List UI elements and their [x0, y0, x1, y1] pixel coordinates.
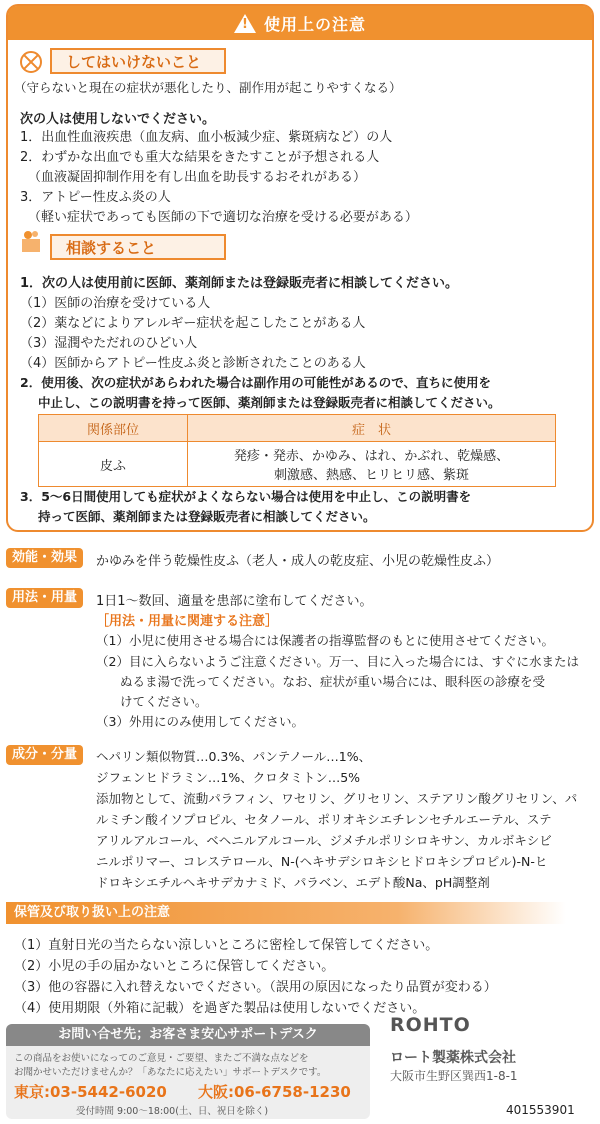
usage-line: （2）目に入らないようご注意ください。万一、目に入った場合には、すぐに水または	[96, 654, 579, 669]
dont-label: してはいけないこと	[50, 48, 226, 74]
table-cell-part: 皮ふ	[39, 442, 188, 487]
support-hours: 受付時間 9:00〜18:00(土、日、祝日を除く)	[76, 1106, 269, 1117]
ingredients-tag: 成分・分量	[6, 745, 83, 765]
product-code: 401553901	[506, 1103, 575, 1117]
consult-sub: （3）湿潤やただれのひどい人	[20, 336, 198, 351]
company-address: 大阪市生野区巽西1-8-1	[390, 1069, 518, 1083]
consult-sub: （1）医師の治療を受けている人	[20, 296, 211, 311]
storage-line: （1）直射日光の当たらない涼しいところに密栓して保管してください。	[14, 938, 439, 953]
usage-related: ［用法・用量に関連する注意］	[96, 614, 279, 629]
efficacy-text: かゆみを伴う乾燥性皮ふ（老人・成人の乾皮症、小児の乾燥性皮ふ）	[96, 554, 500, 569]
support-desc: この商品をお使いになってのご意見・ご要望、またご不満な点などを	[14, 1053, 309, 1064]
company-name: ロート製薬株式会社	[390, 1050, 516, 1066]
symptom-table	[38, 414, 556, 487]
usage-line: （3）外用にのみ使用してください。	[96, 714, 304, 729]
consult-icon	[20, 229, 42, 253]
usage-line: （1）小児に使用させる場合には保護者の指導監督のもとに使用させてください。	[96, 633, 554, 648]
ingredient-line: 添加物として、流動パラフィン、ワセリン、グリセリン、ステアリン酸グリセリン、パ	[96, 791, 578, 806]
storage-line: （4）使用期限（外箱に記載）を過ぎた製品は使用しないでください。	[14, 1001, 426, 1016]
table-cell-symptom	[188, 442, 556, 487]
dont-item: 2．わずかな出血でも重大な結果をきたすことが予想される人	[20, 150, 380, 165]
storage-line: （3）他の容器に入れ替えないでください。（誤用の原因になったり品質が変わる）	[14, 980, 497, 995]
dont-item: 1．出血性血液疾患（血友病、血小板減少症、紫斑病など）の人	[20, 130, 393, 145]
dont-item: （軽い症状であっても医師の下で適切な治療を受ける必要がある）	[28, 210, 418, 225]
osaka-phone[interactable]: 大阪:06-6758-1230	[198, 1083, 351, 1101]
support-desc: お聞かせいただけませんか？「あなたに応えたい」サポートデスクです。	[14, 1067, 327, 1078]
table-head-part: 関係部位	[39, 415, 188, 442]
warning-icon	[234, 14, 256, 33]
support-desk	[6, 1024, 370, 1119]
consult-item-2a: 2．使用後、次の症状があらわれた場合は副作用の可能性があるので、直ちに使用を	[20, 375, 491, 390]
warning-title: 使用上の注意	[263, 14, 366, 34]
ingredient-line: ヘパリン類似物質…0.3%、パンテノール…1%、	[96, 749, 372, 764]
warning-header	[8, 6, 592, 40]
ingredient-line: ルミチン酸イソプロピル、セタノール、ポリオキシエチレンセチルエーテル、ステ	[96, 812, 552, 827]
rohto-logo: ROHTO	[390, 1014, 471, 1036]
dont-item: （血液凝固抑制作用を有し出血を助長するおそれがある）	[28, 170, 367, 185]
consult-item-1: 1．次の人は使用前に医師、薬剤師または登録販売者に相談してください。	[20, 276, 459, 291]
dont-item: 3．アトピー性皮ふ炎の人	[20, 190, 171, 205]
consult-sub: （2）薬などによりアレルギー症状を起こしたことがある人	[20, 316, 366, 331]
ingredient-line: ニルポリマー、コレステロール、N-(ヘキサデシロキシヒドロキシプロピル)-N-ヒ	[96, 854, 548, 869]
table-head-symptom: 症 状	[188, 415, 556, 442]
dont-head: 次の人は使用しないでください。	[20, 112, 216, 127]
symptom-line: 刺激感、熱感、ヒリヒリ感、紫斑	[273, 468, 469, 483]
consult-item-3a: 3．5〜6日間使用しても症状がよくならない場合は使用を中止し、この説明書を	[20, 489, 472, 504]
ingredient-line: アリルアルコール、ベヘニルアルコール、ジメチルポリシロキサン、カルボキシビ	[96, 833, 552, 848]
support-title: お問い合せ先；お客さま安心サポートデスク	[6, 1024, 370, 1046]
symptom-line: 発疹・発赤、かゆみ、はれ、かぶれ、乾燥感、	[233, 449, 510, 464]
consult-label: 相談すること	[50, 234, 226, 260]
consult-item-3b: 持って医師、薬剤師または登録販売者に相談してください。	[38, 509, 376, 524]
tokyo-phone[interactable]: 東京:03-5442-6020	[14, 1083, 167, 1101]
efficacy-tag: 効能・効果	[6, 548, 83, 568]
dont-note: （守らないと現在の症状が悪化したり、副作用が起こりやすくなる）	[14, 80, 402, 95]
consult-sub: （4）医師からアトピー性皮ふ炎と診断されたことのある人	[20, 356, 366, 371]
storage-title: 保管及び取り扱い上の注意	[6, 902, 566, 924]
usage-line: ぬるま湯で洗ってください。なお、症状が重い場合には、眼科医の診療を受	[120, 674, 546, 689]
storage-line: （2）小児の手の届かないところに保管してください。	[14, 959, 335, 974]
prohibition-icon	[20, 51, 42, 73]
usage-tag: 用法・用量	[6, 588, 83, 608]
usage-text: 1日1〜数回、適量を患部に塗布してください。	[96, 594, 373, 609]
usage-line: けてください。	[120, 694, 208, 709]
ingredient-line: ドロキシエチルヘキサデカナミド、パラベン、エデト酸Na、pH調整剤	[96, 875, 490, 890]
ingredient-line: ジフェンヒドラミン…1%、クロタミトン…5%	[96, 770, 361, 785]
consult-item-2b: 中止し、この説明書を持って医師、薬剤師または登録販売者に相談してください。	[38, 395, 501, 410]
